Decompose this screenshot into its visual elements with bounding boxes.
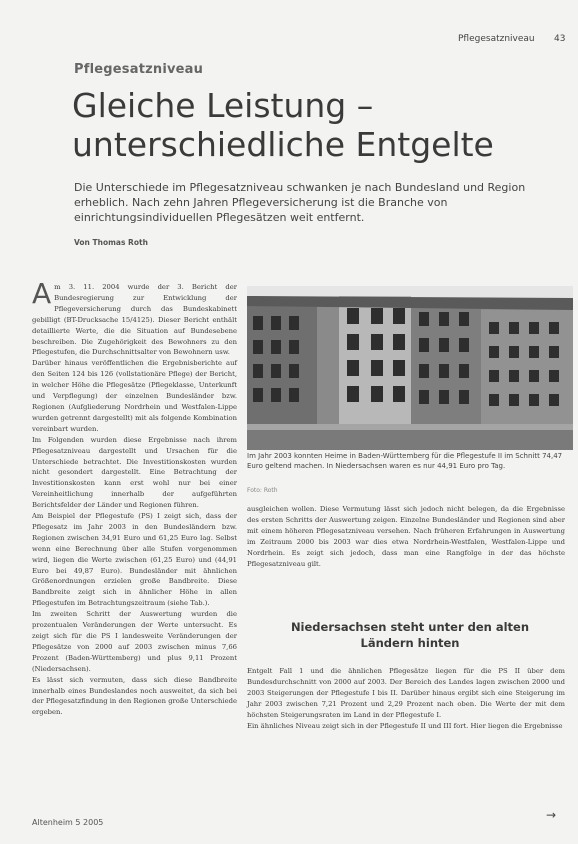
first-paragraph-text: m 3. 11. 2004 wurde der 3. Bericht der Bundesregierung zur Entwicklung der Pflegeversicherung durch das Bundeskabinett gebilligt (BT-Drucksache 15/4125). Dieser Bericht enthält detaillierte Werte, die die Situation auf Bundesebene beschreiben. Die Zugehörigkeit des Bewohners zu den Pflegestufen, die Durchschnittsalter von Bewohnern usw. (32, 283, 237, 357)
body-paragraph: Entgelt Fall 1 und die ähnlichen Pflegesätze liegen für die PS II über dem Bundesdurchschnitt von 2000 auf 2003. Der Bereich des Landes lagen zwischen 2000 und 2003 Steigerungen der Pflegestufe I bis II. Darüber hinaus ergibt sich eine Steigerung im Jahr 2003 zwischen 7,21 Prozent und 2,29 Prozent nach oben. Die Werte der mit dem höchsten Steigerungsraten im Land in der Pflegestufe I. (247, 667, 565, 719)
body-paragraph: Im zweiten Schritt der Auswertung wurden die prozentualen Veränderungen der Werte untersucht. Es zeigt sich für die PS I landesweite Veränderungen der Pflegesätze von 2000 auf 2003 zwischen minus 7,66 Prozent (Baden-Württemberg) und plus 9,11 Prozent (Niedersachsen). (32, 610, 237, 673)
first-paragraph (32, 277, 237, 358)
photo-caption: Im Jahr 2003 konnten Heime in Baden-Württemberg für die Pflegestufe II im Schnitt 74,47 Euro geltend machen. In Niedersachsen waren es nur 44,91 Euro pro Tag. (247, 452, 563, 470)
page-footer: Altenheim 5 2005 (32, 818, 104, 827)
body-paragraph: Am Beispiel der Pflegestufe (PS) I zeigt sich, dass der Pflegesatz im Jahr 2003 in den Bundesländern bzw. Regionen zwischen 34,91 Euro und 61,25 Euro lag. Selbst wenn eine Berechnung über alle Stufen vorgenommen wird, liegen die Werte zwischen (61,25 Euro) und (44,91 Euro bei 49,87 Euro). Bundesländer mit ähnlichen Größenordnungen erzielen große Bandbreite. Diese Bandbreite zeigt sich in ähnlicher Höhe in allen Pflegestufen im Betrachtungszeitraum (siehe Tab.). (32, 512, 237, 608)
article-kicker: Pflegesatzniveau (74, 62, 204, 77)
page-number: 43 (554, 34, 566, 44)
article-byline: Von Thomas Roth (74, 238, 148, 247)
article-lead: Die Unterschiede im Pflegesatzniveau schwanken je nach Bundesland und Region erheblich. Nach zehn Jahren Pflegeversicherung ist die Branche von einrichtungsindividuellen Pflegesätzen weit entfernt. (74, 181, 526, 224)
body-column-right (247, 504, 565, 569)
building-photo (247, 286, 573, 450)
body-paragraph: Darüber hinaus veröffentlichen die Ergebnisberichte auf den Seiten 124 bis 126 (vollstationäre Pflege) der Bericht, in welcher Höhe die Pflegesätze (Pflegeklasse, Unterkunft und Verpflegung) der einzelnen Bundesländer bzw. Regionen (Aufgliederung Nordrhein und Westfalen-Lippe wurden getrennt dargestellt) mit als folgende Kombination vereinbart wurden. (32, 359, 237, 433)
continue-arrow-icon: → (546, 808, 557, 822)
body-paragraph: Es lässt sich vermuten, dass sich diese Bandbreite innerhalb eines Bundeslandes noch ausweitet, da sich bei der Pflegesatzfindung in den Regionen große Unterschiede ergeben. (32, 675, 237, 717)
body-paragraph: Im Folgenden wurden diese Ergebnisse nach ihrem Pflegesatzniveau dargestellt und Ursachen für die Unterschiede betrachtet. Die Investitionskosten wurden nicht gesondert dargestellt. Eine Betrachtung der Investitionskosten kann erst wohl nur bei einer Vereinheitlichung innerhalb der aufgeführten Berichtsfelder der Länder und Regionen führen. (32, 435, 237, 510)
apartment-building-image (247, 286, 573, 450)
drop-cap: A (32, 277, 52, 310)
photo-credit: Foto: Roth (247, 487, 278, 494)
body-column-left (32, 277, 237, 718)
body-paragraph: Ein ähnliches Niveau zeigt sich in der Pflegestufe II und III fort. Hier liegen die Ergebnisse (247, 721, 563, 730)
body-paragraph: ausgleichen wollen. Diese Vermutung lässt sich jedoch nicht belegen, da die Ergebnisse des ersten Schritts der Auswertung zeigen. Einzelne Bundesländer und Regionen sind aber mit einem höheren Pflegesatzniveau versehen. Nach früheren Erfahrungen in Auswertung im Zeitraum 2000 bis 2003 war dies etwa Nordrhein-Westfalen, Westfalen-Lippe und Nordrhein. Es zeigt sich jedoch, dass man eine Rangfolge in der das höchste Pflegesatzniveau gilt. (247, 505, 565, 568)
running-header: Pflegesatzniveau (458, 34, 535, 44)
article-title: Gleiche Leistung – unterschiedliche Entgelte (72, 86, 494, 164)
section-subhead: Niedersachsen steht unter den alten Ländern hinten (290, 620, 530, 650)
body-column-right-lower (247, 666, 565, 731)
